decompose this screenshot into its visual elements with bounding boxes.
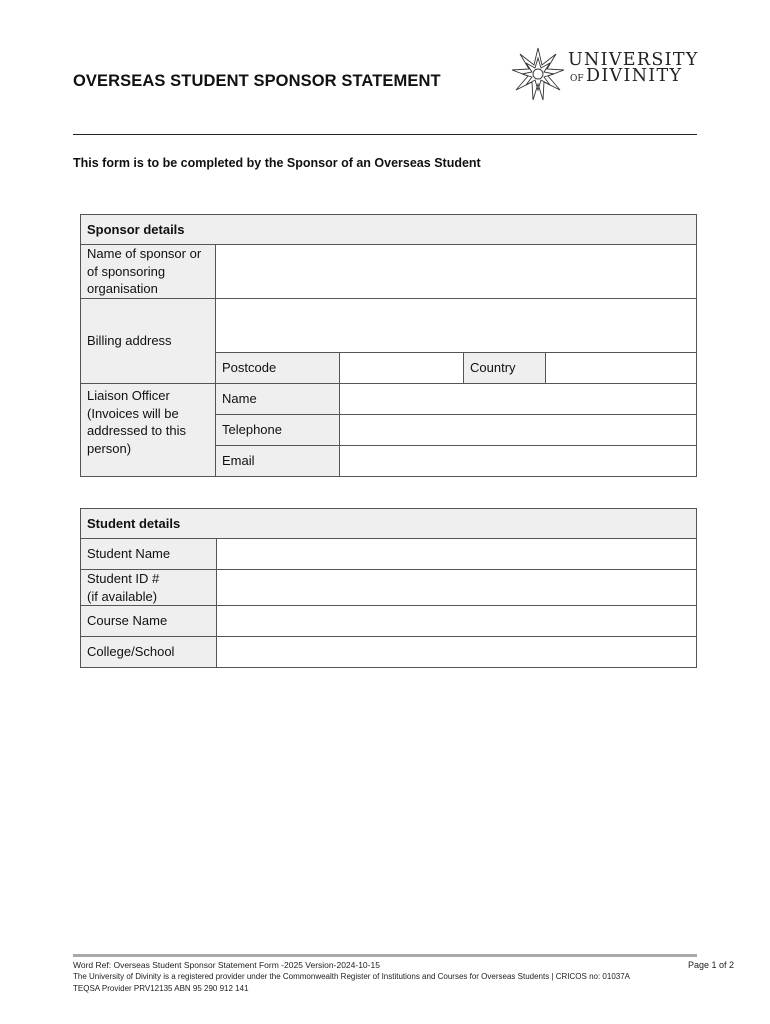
country-label: Country — [464, 353, 546, 384]
footer-word-ref: Word Ref: Overseas Student Sponsor Statement Form -2025 Version-2024-10-15 — [73, 960, 380, 970]
university-logo — [510, 46, 700, 102]
footer-registration: The University of Divinity is a registered provider under the Commonwealth Register of Institutions and Courses for Overseas Students | CRICOS no: 01037A — [73, 972, 630, 981]
footer-teqsa: TEQSA Provider PRV12135 ABN 95 290 912 141 — [73, 984, 249, 993]
student-id-field[interactable] — [217, 570, 697, 606]
course-name-field[interactable] — [217, 606, 697, 637]
liaison-name-label: Name — [216, 384, 340, 415]
student-details-heading: Student details — [81, 509, 697, 539]
telephone-field[interactable] — [340, 415, 697, 446]
footer-divider — [73, 954, 697, 957]
liaison-officer-label: Liaison Officer (Invoices will be addressed to this person) — [81, 384, 216, 477]
page-number: Page 1 of 2 — [687, 960, 734, 970]
postcode-field[interactable] — [340, 353, 464, 384]
country-field[interactable] — [546, 353, 697, 384]
student-name-label: Student Name — [81, 539, 217, 570]
liaison-name-field[interactable] — [340, 384, 697, 415]
sponsor-details-table — [80, 214, 697, 477]
logo-divinity-text: DIVINITY — [586, 66, 683, 86]
student-name-field[interactable] — [217, 539, 697, 570]
email-label: Email — [216, 446, 340, 477]
postcode-label: Postcode — [216, 353, 340, 384]
student-id-label-line1: Student ID # — [87, 571, 160, 586]
billing-address-field[interactable] — [216, 299, 697, 353]
billing-address-label: Billing address — [81, 299, 216, 384]
sponsor-name-label: Name of sponsor or of sponsoring organisation — [81, 245, 216, 299]
student-id-label — [81, 570, 217, 606]
college-school-label: College/School — [81, 637, 217, 668]
star-emblem-icon — [510, 46, 566, 102]
title-divider — [73, 134, 697, 135]
sponsor-details-heading: Sponsor details — [81, 215, 697, 245]
sponsor-name-field[interactable] — [216, 245, 697, 299]
intro-text: This form is to be completed by the Sponsor of an Overseas Student — [73, 156, 481, 170]
course-name-label: Course Name — [81, 606, 217, 637]
college-school-field[interactable] — [217, 637, 697, 668]
logo-of-text: OF — [570, 74, 584, 84]
student-id-label-line2: (if available) — [87, 588, 158, 604]
student-details-table — [80, 508, 697, 668]
email-field[interactable] — [340, 446, 697, 477]
logo-university-text: UNIVERSITY — [568, 50, 699, 70]
telephone-label: Telephone — [216, 415, 340, 446]
form-title: OVERSEAS STUDENT SPONSOR STATEMENT — [73, 72, 441, 90]
